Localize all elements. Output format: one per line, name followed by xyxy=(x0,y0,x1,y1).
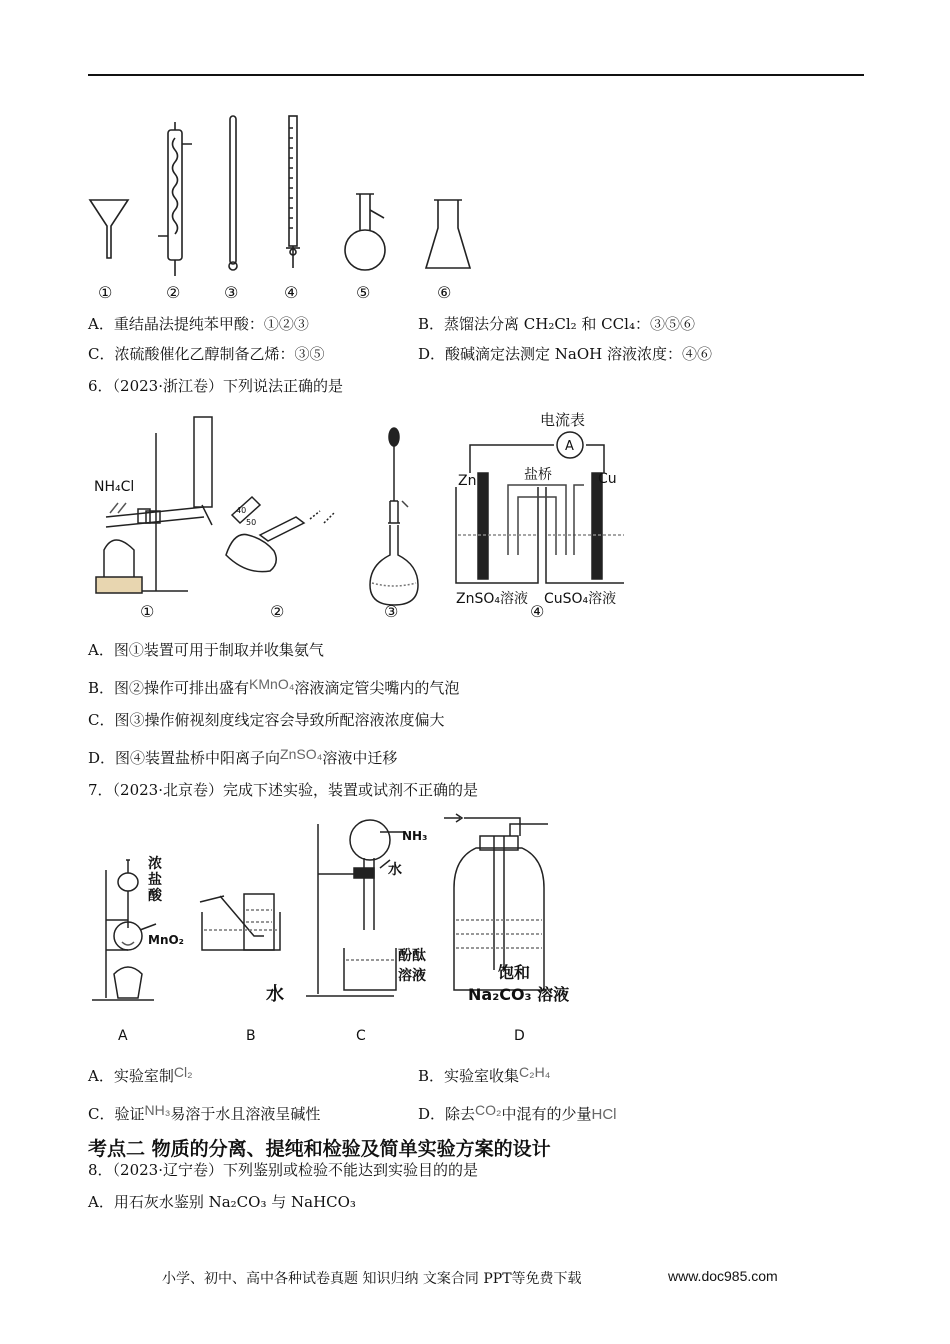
section-heading: 考点二 物质的分离、提纯和检验及简单实验方案的设计 xyxy=(88,1138,551,1160)
fig-label: ⑤ xyxy=(356,283,371,302)
fig-label: C xyxy=(356,1028,366,1044)
phenolphthalein-label: 溶液 xyxy=(398,968,426,984)
conc-hcl-label: 浓 xyxy=(148,856,162,872)
fig-label: D xyxy=(514,1028,525,1044)
chlorine-generator xyxy=(92,860,156,1000)
ammeter-symbol: A xyxy=(565,439,574,454)
condenser-icon xyxy=(158,122,192,276)
q7-option-b: B．实验室收集C₂H₄ xyxy=(418,1064,551,1085)
fig-label: ④ xyxy=(284,283,299,302)
thermometer-icon xyxy=(229,116,237,270)
na2co3-label: Na₂CO₃ 溶液 xyxy=(468,985,570,1004)
fig-label: ③ xyxy=(384,602,399,621)
q5-option-c: C．浓硫酸催化乙醇制备乙烯：③⑤ xyxy=(88,345,325,363)
cu-label: Cu xyxy=(598,471,617,487)
gas-wash-bottle xyxy=(444,814,548,990)
footer-text: 小学、初中、高中各种试卷真题 知识归纳 文案合同 PPT等免费下载 xyxy=(162,1271,582,1287)
q5-option-a: A．重结晶法提纯苯甲酸：①②③ xyxy=(88,315,309,333)
saturated-label: 饱和 xyxy=(498,963,531,982)
q6-figure xyxy=(84,405,624,625)
burette-icon xyxy=(286,116,300,268)
q5-apparatus-figure xyxy=(80,108,480,308)
header-rule xyxy=(88,74,864,76)
ammonia-apparatus xyxy=(96,417,212,593)
buret-mark: 50 xyxy=(246,518,257,527)
q8-stem: 8．（2023·辽宁卷）下列鉴别或检验不能达到实验目的的是 xyxy=(88,1161,478,1179)
q7-option-c: C．验证NH₃易溶于水且溶液呈碱性 xyxy=(88,1102,321,1123)
conc-hcl-label: 盐 xyxy=(148,872,162,888)
fountain-experiment xyxy=(306,820,404,996)
phenolphthalein-label: 酚酞 xyxy=(398,948,426,964)
water-b-label: 水 xyxy=(266,984,284,1005)
q6-option-d: D．图④装置盐桥中阳离子向ZnSO₄溶液中迁移 xyxy=(88,746,398,767)
gas-collection-over-water xyxy=(200,894,280,950)
funnel-icon xyxy=(90,200,128,258)
fig-label: B xyxy=(246,1028,256,1044)
water-c-label: 水 xyxy=(388,862,402,878)
q6-stem: 6．（2023·浙江卷）下列说法正确的是 xyxy=(88,377,343,395)
mno2-label: MnO₂ xyxy=(148,933,184,947)
q7-figure xyxy=(84,810,604,1050)
nh3-label: NH₃ xyxy=(402,829,428,843)
fig-label: ⑥ xyxy=(437,283,452,302)
fig-label: ③ xyxy=(224,283,239,302)
footer-site-link[interactable]: www.doc985.com xyxy=(668,1268,778,1284)
fig-label: ① xyxy=(98,283,113,302)
q5-option-b: B．蒸馏法分离 CH₂Cl₂ 和 CCl₄：③⑤⑥ xyxy=(418,315,695,333)
q7-option-a: A．实验室制Cl₂ xyxy=(88,1064,193,1085)
fig-label: ④ xyxy=(530,602,545,621)
fig-label: ① xyxy=(140,602,155,621)
q5-option-d: D．酸碱滴定法测定 NaOH 溶液浓度：④⑥ xyxy=(418,345,713,363)
q6-option-a: A．图①装置可用于制取并收集氨气 xyxy=(88,641,324,659)
q7-option-d: D．除去CO₂中混有的少量HCl xyxy=(418,1102,617,1123)
znso4-label: ZnSO₄溶液 xyxy=(456,591,528,607)
fig-label: A xyxy=(118,1028,128,1044)
conc-hcl-label: 酸 xyxy=(148,888,162,904)
q8-option-a: A．用石灰水鉴别 Na₂CO₃ 与 NaHCO₃ xyxy=(88,1193,356,1211)
salt-bridge-label: 盐桥 xyxy=(524,467,552,483)
fig-label: ② xyxy=(166,283,181,302)
q7-stem: 7．（2023·北京卷）完成下述实验，装置或试剂不正确的是 xyxy=(88,781,478,799)
nh4cl-label: NH₄Cl xyxy=(94,479,135,495)
zn-label: Zn xyxy=(458,473,477,489)
q6-option-c: C．图③操作俯视刻度线定容会导致所配溶液浓度偏大 xyxy=(88,711,445,729)
q6-option-b: B．图②操作可排出盛有KMnO₄溶液滴定管尖嘴内的气泡 xyxy=(88,676,460,697)
fig-label: ② xyxy=(270,602,285,621)
conical-flask-icon xyxy=(426,200,470,268)
ammeter-label: 电流表 xyxy=(540,411,586,429)
distillation-flask-icon xyxy=(345,194,385,270)
cuso4-label: CuSO₄溶液 xyxy=(544,591,617,607)
galvanic-cell xyxy=(456,432,624,583)
buret-mark: 40 xyxy=(236,506,247,515)
volumetric-flask xyxy=(370,428,418,605)
